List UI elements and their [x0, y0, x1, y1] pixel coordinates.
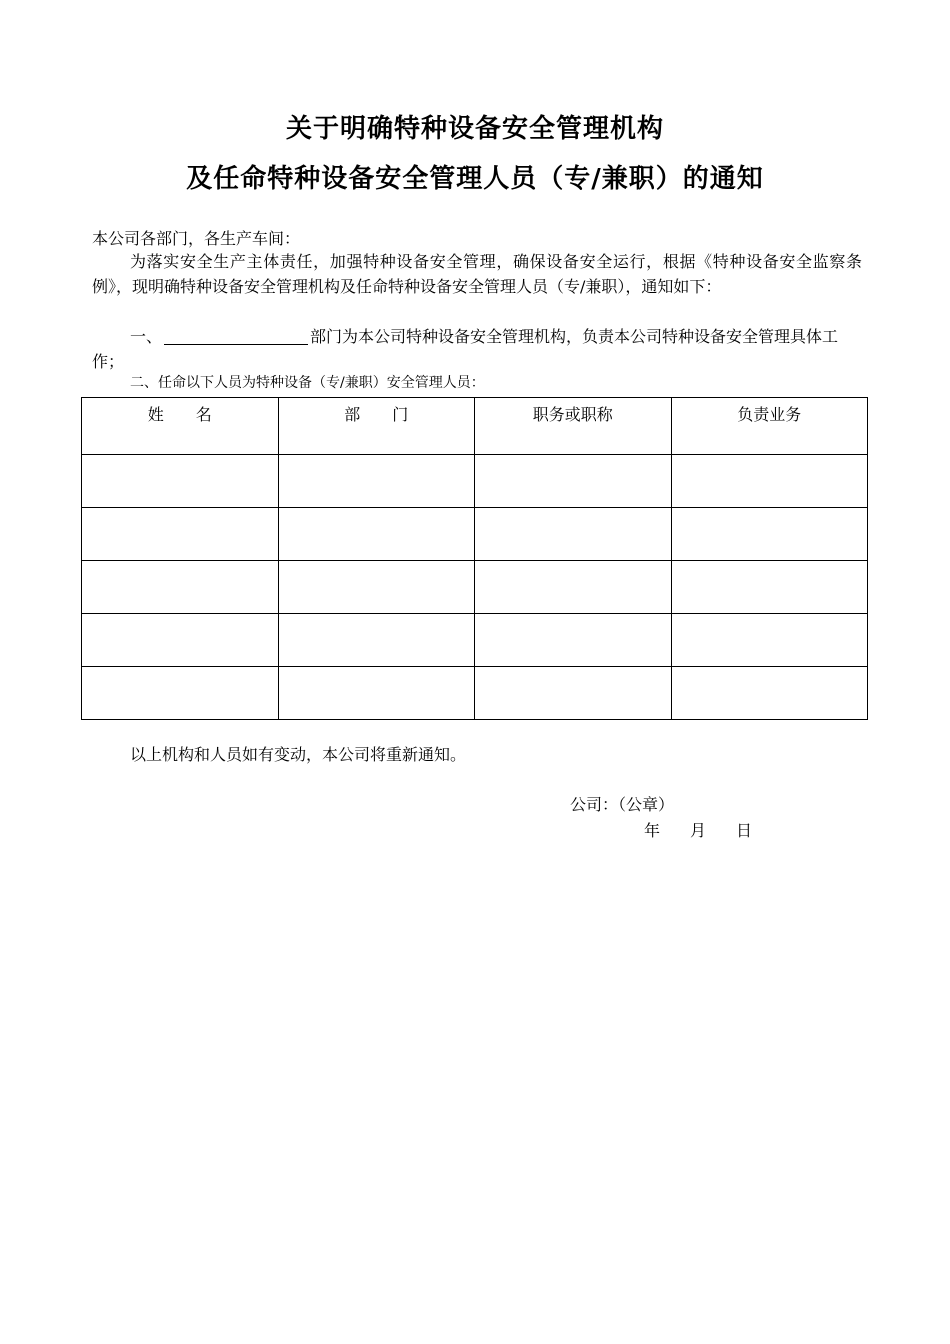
table-cell[interactable] — [278, 455, 475, 508]
table-cell[interactable] — [82, 667, 279, 720]
table-row — [82, 614, 868, 667]
item-one-prefix: 一、 — [130, 327, 163, 346]
date-month: 月 — [690, 821, 707, 840]
table-row — [82, 508, 868, 561]
table-cell[interactable] — [278, 614, 475, 667]
personnel-table — [81, 397, 868, 720]
table-cell[interactable] — [278, 667, 475, 720]
item-one-text: 部门为本公司特种设备安全管理机构，负责本公司特种设备安全管理具体工作； — [92, 327, 839, 371]
table-row — [82, 455, 868, 508]
item-one — [92, 324, 862, 374]
closing-statement: 以上机构和人员如有变动，本公司将重新通知。 — [130, 745, 467, 764]
body-paragraph: 为落实安全生产主体责任，加强特种设备安全管理，确保设备安全运行，根据《特种设备安全监察条例》，现明确特种设备安全管理机构及任命特种设备安全管理人员（专/兼职），通知如下： — [92, 252, 862, 296]
document-title-line1: 关于明确特种设备安全管理机构 — [285, 114, 664, 144]
table-cell[interactable] — [475, 508, 672, 561]
table-cell[interactable] — [475, 614, 672, 667]
table-cell[interactable] — [671, 561, 868, 614]
salutation: 本公司各部门，各生产车间： — [92, 229, 301, 248]
table-cell[interactable] — [278, 561, 475, 614]
department-blank-field[interactable] — [164, 326, 308, 345]
table-cell[interactable] — [475, 667, 672, 720]
table-cell[interactable] — [671, 667, 868, 720]
table-cell[interactable] — [82, 455, 279, 508]
table-cell[interactable] — [82, 614, 279, 667]
table-cell[interactable] — [671, 455, 868, 508]
table-row — [82, 667, 868, 720]
table-cell[interactable] — [82, 508, 279, 561]
table-cell[interactable] — [82, 561, 279, 614]
date-day: 日 — [736, 821, 753, 840]
table-cell[interactable] — [671, 508, 868, 561]
header-department: 部 门 — [278, 398, 475, 455]
table-cell[interactable] — [475, 455, 672, 508]
header-position: 职务或职称 — [475, 398, 672, 455]
document-title-line2: 及任命特种设备安全管理人员（专/兼职）的通知 — [186, 164, 764, 194]
table-cell[interactable] — [671, 614, 868, 667]
table-row — [82, 561, 868, 614]
header-responsibility: 负责业务 — [671, 398, 868, 455]
item-two: 二、任命以下人员为特种设备（专/兼职）安全管理人员： — [130, 375, 485, 391]
company-seal-line: 公司：（公章） — [570, 795, 675, 814]
table-cell[interactable] — [278, 508, 475, 561]
date-line — [644, 818, 752, 841]
table-header-row — [82, 398, 868, 455]
table-cell[interactable] — [475, 561, 672, 614]
date-year: 年 — [644, 821, 661, 840]
header-name: 姓 名 — [82, 398, 279, 455]
